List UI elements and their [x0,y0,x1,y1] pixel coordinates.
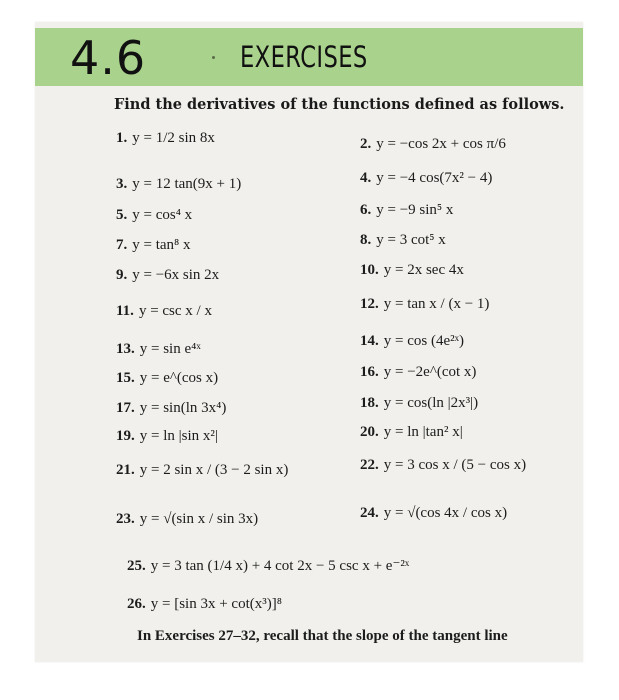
exercise-expression: y = 3 cot⁵ x [376,232,446,248]
exercise-expression: y = csc x / x [138,303,212,319]
exercise-16 [360,364,476,380]
header-dot [212,56,215,59]
exercise-8 [360,232,446,248]
exercise-7 [116,237,191,253]
exercise-number: 8. [360,232,372,248]
exercise-expression: y = tan x / (x − 1) [383,296,490,312]
exercise-number: 15. [116,370,135,386]
exercise-expression: y = −2e^(cot x) [383,364,477,380]
exercise-expression: y = √(cos 4x / cos x) [383,505,508,521]
exercise-expression: y = cos(ln |2x³|) [383,395,479,411]
exercise-expression: y = tan⁸ x [132,237,191,253]
exercise-expression: y = 2x sec 4x [383,262,464,278]
exercise-number: 5. [116,207,128,223]
exercise-expression: y = 3 tan (1/4 x) + 4 cot 2x − 5 csc x + e⁻²ˣ [150,558,410,574]
exercise-expression: y = −cos 2x + cos π/6 [376,136,506,152]
exercise-number: 16. [360,364,379,380]
exercise-expression: y = √(sin x / sin 3x) [139,511,259,527]
exercise-number: 26. [127,596,146,612]
exercise-20 [360,424,463,440]
exercise-6 [360,202,453,218]
exercise-number: 17. [116,400,135,416]
exercise-26 [127,596,282,612]
exercise-15 [116,370,218,386]
exercise-19 [116,428,218,444]
exercise-expression: y = 2 sin x / (3 − 2 sin x) [139,462,289,478]
exercise-expression: y = −9 sin⁵ x [376,202,454,218]
exercise-number: 12. [360,296,379,312]
exercise-expression: y = sin(ln 3x⁴) [139,400,227,416]
exercise-number: 21. [116,462,135,478]
exercise-expression: y = cos⁴ x [132,207,193,223]
exercise-21 [116,462,288,478]
exercise-number: 7. [116,237,128,253]
exercise-3 [116,176,241,192]
exercise-2 [360,136,506,152]
exercise-expression: y = 12 tan(9x + 1) [132,176,242,192]
exercise-number: 1. [116,130,128,146]
exercise-number: 10. [360,262,379,278]
exercise-number: 13. [116,341,135,357]
exercise-18 [360,395,478,411]
exercise-12 [360,296,489,312]
exercise-17 [116,400,226,416]
exercise-number: 6. [360,202,372,218]
exercise-24 [360,505,507,521]
exercise-expression: y = 1/2 sin 8x [132,130,215,146]
exercise-expression: y = [sin 3x + cot(x³)]⁸ [150,596,282,612]
exercise-expression: y = −4 cos(7x² − 4) [376,170,493,186]
exercise-number: 2. [360,136,372,152]
exercise-11 [116,303,212,319]
exercise-5 [116,207,192,223]
exercise-number: 14. [360,333,379,349]
exercise-number: 22. [360,457,379,473]
exercise-expression: y = cos (4e²ˣ) [383,333,464,349]
exercise-25 [127,558,409,574]
exercise-expression: y = ln |tan² x| [383,424,463,440]
exercise-10 [360,262,464,278]
exercise-14 [360,333,464,349]
exercise-expression: y = e^(cos x) [139,370,219,386]
exercise-expression: y = −6x sin 2x [132,267,220,283]
exercise-23 [116,511,258,527]
exercise-1 [116,130,215,146]
exercise-expression: y = 3 cos x / (5 − cos x) [383,457,527,473]
exercise-number: 20. [360,424,379,440]
section-number: 4.6 [70,31,147,85]
section-title: EXERCISES [240,40,368,74]
exercise-number: 24. [360,505,379,521]
exercise-number: 4. [360,170,372,186]
exercise-13 [116,341,201,357]
exercise-expression: y = ln |sin x²| [139,428,218,444]
exercise-9 [116,267,219,283]
exercise-number: 11. [116,303,134,319]
exercise-number: 18. [360,395,379,411]
exercise-expression: y = sin e⁴ˣ [139,341,201,357]
exercise-number: 9. [116,267,128,283]
exercise-4 [360,170,492,186]
exercise-number: 23. [116,511,135,527]
exercise-number: 3. [116,176,128,192]
footer-instruction: In Exercises 27–32, recall that the slope of the tangent line [137,628,508,644]
exercise-number: 25. [127,558,146,574]
exercise-22 [360,457,526,473]
exercise-number: 19. [116,428,135,444]
instructions: Find the derivatives of the functions defined as follows. [114,96,565,113]
